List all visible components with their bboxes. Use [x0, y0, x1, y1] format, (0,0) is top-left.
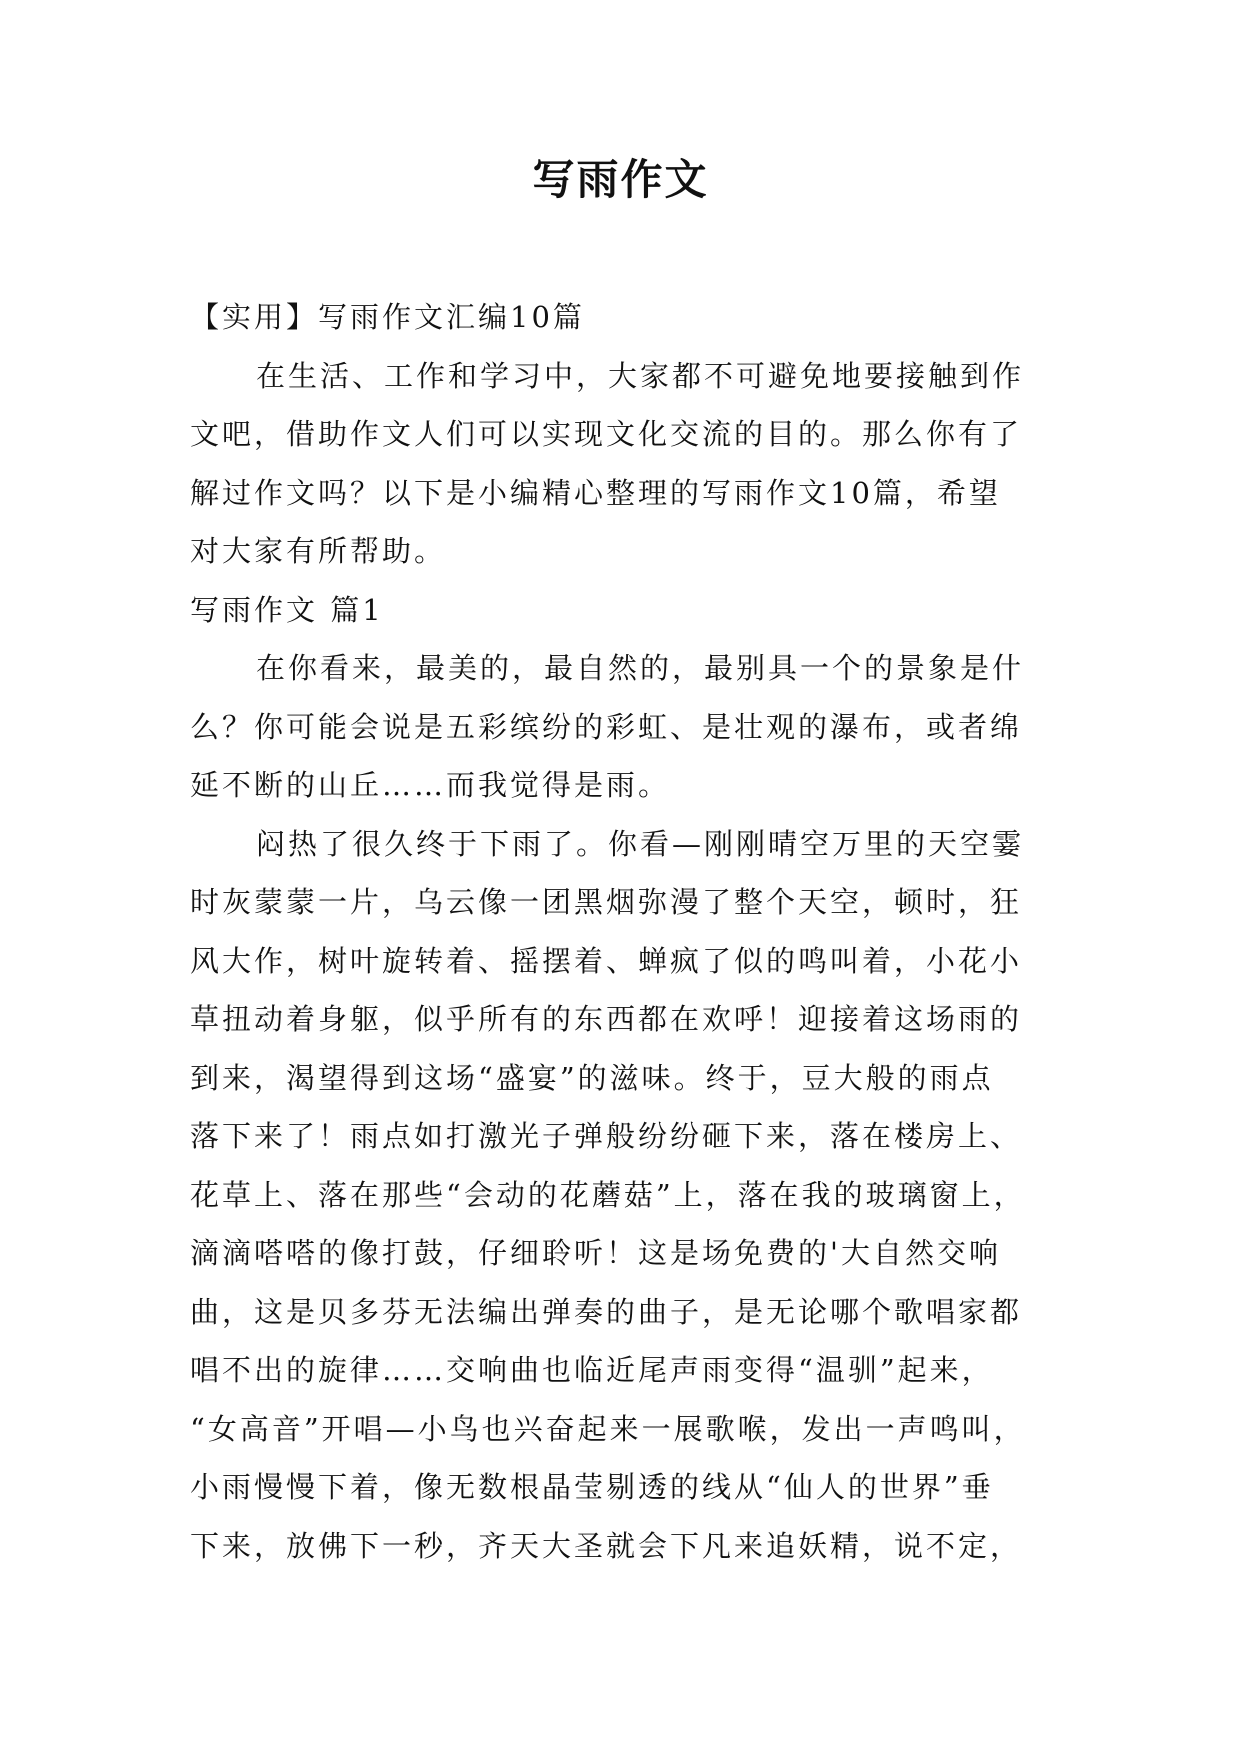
subtitle-line: 【实用】写雨作文汇编10篇: [190, 300, 585, 334]
text-line: 下来，放佛下一秒，齐天大圣就会下凡来追妖精，说不定，: [190, 1528, 1023, 1563]
text-line: 滴滴嗒嗒的像打鼓，仔细聆听！这是场免费的'大自然交响: [190, 1236, 1001, 1270]
text-line: 时灰蒙蒙一片，乌云像一团黑烟弥漫了整个天空，顿时，狂: [190, 885, 1023, 919]
text-line: 唱不出的旋律……交响曲也临近尾声雨变得“温驯”起来，: [190, 1353, 994, 1387]
text-line: 到来，渴望得到这场“盛宴”的滋味。终于，豆大般的雨点: [190, 1060, 994, 1095]
text-line: 解过作文吗？以下是小编精心整理的写雨作文10篇，希望: [190, 475, 1001, 510]
text-line: 对大家有所帮助。: [190, 534, 447, 568]
section-heading: 写雨作文 篇1: [190, 592, 384, 627]
text-line: 在你看来，最美的，最自然的，最别具一个的景象是什: [256, 651, 1025, 685]
text-line: 么？你可能会说是五彩缤纷的彩虹、是壮观的瀑布，或者绵: [190, 709, 1023, 744]
text-line: “女高音”开唱—小鸟也兴奋起来一展歌喉，发出一声鸣叫，: [190, 1411, 1026, 1446]
text-line: 曲，这是贝多芬无法编出弹奏的曲子，是无论哪个歌唱家都: [190, 1294, 1023, 1329]
text-line: 文吧，借助作文人们可以实现文化交流的目的。那么你有了: [190, 417, 1023, 451]
document-body: [190, 288, 1060, 1575]
text-line: 风大作，树叶旋转着、摇摆着、蝉疯了似的鸣叫着，小花小: [190, 943, 1023, 978]
text-line: 在生活、工作和学习中，大家都不可避免地要接触到作: [256, 358, 1025, 393]
text-line: 落下来了！雨点如打激光子弹般纷纷砸下来，落在楼房上、: [190, 1119, 1023, 1153]
text-line: 延不断的山丘……而我觉得是雨。: [190, 768, 671, 802]
text-line: 小雨慢慢下着，像无数根晶莹剔透的线从“仙人的世界”垂: [190, 1470, 994, 1504]
page-title: 写雨作文: [532, 155, 709, 204]
text-line: 草扭动着身躯，似乎所有的东西都在欢呼！迎接着这场雨的: [190, 1002, 1023, 1036]
text-line: 花草上、落在那些“会动的花蘑菇”上，落在我的玻璃窗上，: [190, 1177, 1026, 1212]
text-line: 闷热了很久终于下雨了。你看—刚刚晴空万里的天空霎: [256, 826, 1025, 861]
